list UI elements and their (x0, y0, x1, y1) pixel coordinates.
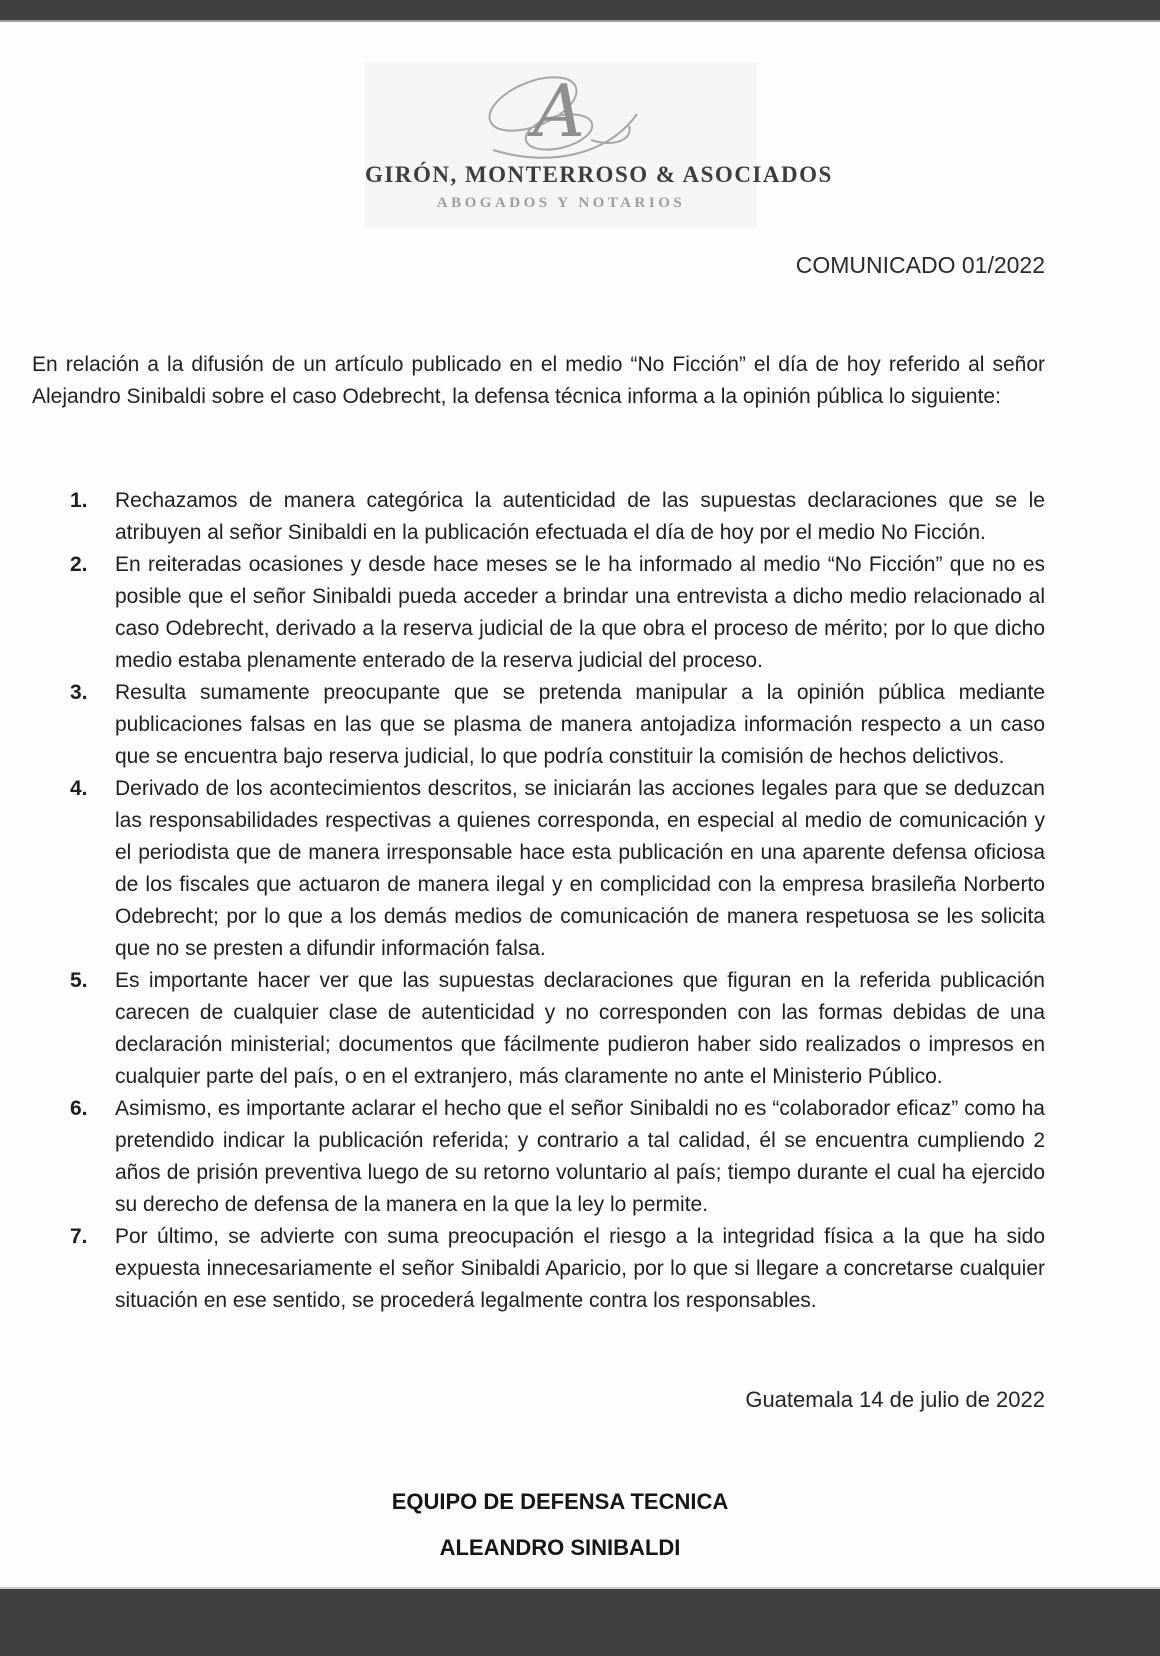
law-firm-logo (365, 62, 833, 228)
list-item (70, 485, 1045, 549)
item-text: En reiteradas ocasiones y desde hace meses se le ha informado al medio “No Ficción” que no es posible que el señor Sinibaldi pueda acceder a brindar una entrevista a dicho medio relacionado al caso Odebrecht, derivado a la reserva judicial de la que obra el proceso de mérito; por lo que dicho medio estaba plenamente enterado de la reserva judicial del proceso. (115, 553, 1045, 672)
firm-name: GIRÓN, MONTERROSO & ASOCIADOS (365, 162, 833, 187)
list-item (70, 1093, 1045, 1221)
svg-text:A: A (533, 69, 585, 153)
signature-name: ALEANDRO SINIBALDI (439, 1535, 681, 1560)
list-item (70, 965, 1045, 1093)
item-number: 4. (70, 777, 88, 800)
intro-paragraph: En relación a la difusión de un artículo publicado en el medio “No Ficción” el día de hoy referido al señor Alejandro Sinibaldi sobre el caso Odebrecht, la defensa técnica informa a la opinión pública lo siguiente: (32, 353, 1045, 408)
list-item (70, 773, 1045, 965)
list-item (70, 677, 1045, 773)
item-number: 7. (70, 1225, 88, 1248)
firm-subtitle: ABOGADOS Y NOTARIOS (436, 195, 686, 211)
item-text: Resulta sumamente preocupante que se pretenda manipular a la opinión pública mediante publicaciones falsas en las que se plasma de manera antojadiza información respecto a un caso que se encuentra bajo reserva judicial, lo que podría constituir la comisión de hechos delictivos. (115, 681, 1045, 768)
monogram-a-icon (441, 66, 681, 162)
item-number: 3. (70, 681, 88, 704)
item-text: Rechazamos de manera categórica la autenticidad de las supuestas declaraciones que se le atribuyen al señor Sinibaldi en la publicación efectuada el día de hoy por el medio No Ficción. (115, 489, 1045, 544)
top-letterbox-bar (0, 0, 1160, 22)
signature-team: EQUIPO DE DEFENSA TECNICA (391, 1489, 729, 1514)
list-item (70, 1221, 1045, 1317)
numbered-list (70, 485, 1045, 1317)
document-page (0, 62, 1160, 1629)
comunicado-heading: COMUNICADO 01/2022 (795, 252, 1045, 278)
item-text: Por último, se advierte con suma preocupación el riesgo a la integridad física a la que ha sido expuesta innecesariamente el señor Sinibaldi Aparicio, por lo que si llegare a concretarse cualquier situación en ese sentido, se procederá legalmente contra los responsables. (115, 1225, 1045, 1312)
item-number: 2. (70, 553, 88, 576)
date-line: Guatemala 14 de julio de 2022 (745, 1387, 1045, 1412)
item-text: Es importante hacer ver que las supuestas declaraciones que figuran en la referida publicación carecen de cualquier clase de autenticidad y no corresponden con las formas debidas de una declaración ministerial; documentos que fácilmente pudieron haber sido realizados o impresos en cualquier parte del país, o en el extranjero, más claramente no ante el Ministerio Público. (115, 969, 1045, 1088)
item-number: 5. (70, 969, 88, 992)
bottom-letterbox-bar (0, 1587, 1160, 1656)
item-text: Derivado de los acontecimientos descritos, se iniciarán las acciones legales para que se deduzcan las responsabilidades respectivas a quienes corresponda, en especial al medio de comunicación y el periodista que de manera irresponsable hace esta publicación en una aparente defensa oficiosa de los fiscales que actuaron de manera ilegal y en complicidad con la empresa brasileña Norberto Odebrecht; por lo que a los demás medios de comunicación de manera respetuosa se les solicita que no se presten a difundir información falsa. (115, 777, 1045, 960)
item-number: 6. (70, 1097, 88, 1120)
list-item (70, 549, 1045, 677)
item-number: 1. (70, 489, 88, 512)
item-text: Asimismo, es importante aclarar el hecho que el señor Sinibaldi no es “colaborador eficaz” como ha pretendido indicar la publicación referida; y contrario a tal calidad, él se encuentra cumpliendo 2 años de prisión preventiva luego de su retorno voluntario al país; tiempo durante el cual ha ejercido su derecho de defensa de la manera en la que la ley lo permite. (115, 1097, 1045, 1216)
